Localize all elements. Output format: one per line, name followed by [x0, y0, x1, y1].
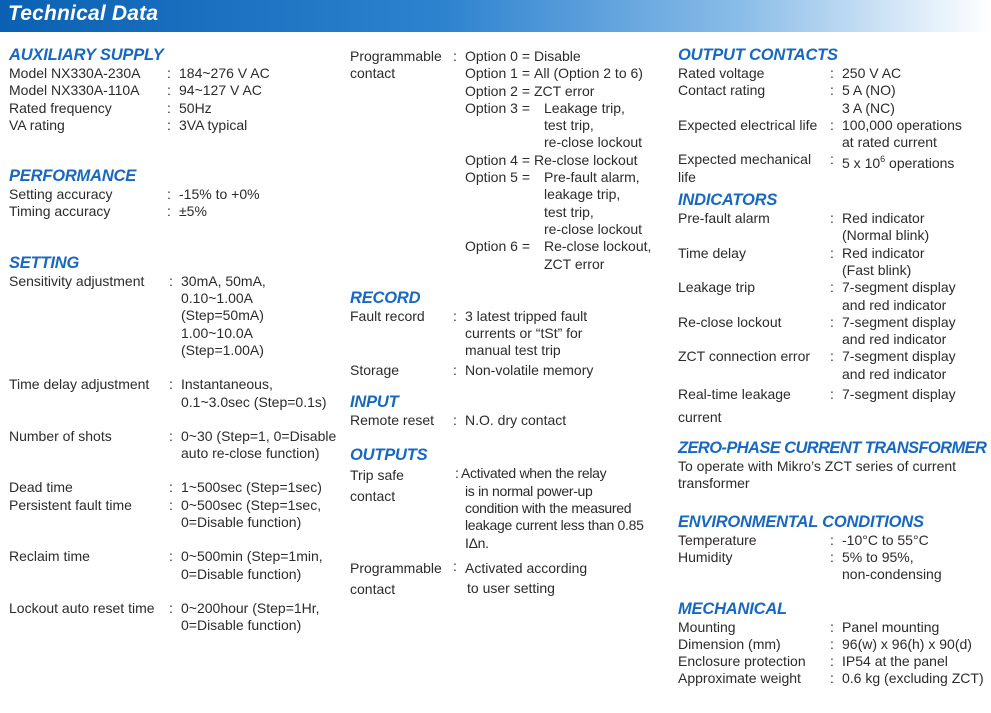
row-value: 94~127 V AC	[179, 82, 262, 99]
row-separator: :	[830, 531, 834, 548]
spec-row	[678, 619, 990, 636]
row-separator: :	[169, 599, 173, 616]
section-title: INPUT	[350, 393, 399, 412]
spec-row	[9, 600, 339, 635]
section-indicators	[678, 191, 990, 429]
spec-row	[678, 245, 990, 280]
trip-safe-row	[350, 465, 670, 551]
spec-row	[678, 383, 990, 429]
zct-text: To operate with Mikro’s ZCT series of current transformer	[678, 458, 957, 492]
row-separator: :	[167, 82, 171, 99]
row-separator: :	[453, 307, 457, 324]
row-value: Red indicator (Normal blink)	[842, 210, 930, 244]
row-separator: :	[830, 65, 834, 81]
row-separator: :	[169, 272, 173, 289]
row-value: Activated according to user setting	[465, 559, 588, 596]
spec-row	[678, 348, 990, 383]
spec-row	[9, 548, 339, 583]
row-value: 7-segment display and red indicator	[842, 313, 956, 348]
row-label: Real-time leakage current	[678, 386, 791, 426]
spec-row	[9, 497, 339, 532]
row-value: 3 latest tripped fault currents or “tSt” for manual test trip	[465, 307, 588, 359]
section-performance	[9, 167, 339, 221]
spec-row	[678, 653, 990, 670]
option-item: Option 3 = Leakage trip, test trip, re-close lockout	[465, 99, 643, 151]
row-separator: :	[830, 618, 834, 635]
row-label: Enclosure protection	[678, 653, 806, 670]
row-label: Lockout auto reset time	[9, 599, 155, 616]
spec-row	[678, 82, 990, 117]
row-label: Fault record	[350, 307, 425, 324]
option-item: Option 5 = Pre-fault alarm, leakage trip, test trip, re-close lockout	[465, 169, 643, 237]
spec-row	[9, 186, 339, 203]
spec-row	[678, 117, 990, 152]
row-label: VA rating	[9, 116, 65, 133]
row-label: Time delay	[678, 244, 746, 261]
option-item: Option 1 = All (Option 2 to 6)	[465, 65, 643, 82]
row-label: Model NX330A-230A	[9, 65, 141, 81]
spec-row	[9, 203, 339, 220]
section-auxiliary-supply	[9, 46, 339, 134]
row-label: Mounting	[678, 618, 736, 635]
row-value: 5 A (NO) 3 A (NC)	[842, 82, 896, 116]
row-label: Approximate weight	[678, 670, 801, 687]
row-value: 1~500sec (Step=1sec)	[181, 479, 322, 496]
spec-row	[678, 670, 990, 687]
row-label: Rated voltage	[678, 65, 765, 81]
section-setting	[9, 254, 339, 635]
spec-row	[678, 549, 990, 584]
row-value: Instantaneous, 0.1~3.0sec (Step=0.1s)	[181, 376, 327, 410]
spec-row	[678, 636, 990, 653]
option-list	[465, 48, 670, 273]
spec-row	[678, 151, 990, 186]
row-label: Temperature	[678, 531, 757, 548]
row-separator: :	[453, 48, 457, 64]
section-title: ZERO-PHASE CURRENT TRANSFORMER	[678, 439, 987, 458]
section-outputs	[350, 446, 670, 599]
row-separator: :	[830, 210, 834, 227]
row-separator: :	[830, 348, 834, 365]
row-value: 7-segment display and red indicator	[842, 348, 956, 382]
row-label: Pre-fault alarm	[678, 210, 770, 227]
column-right	[678, 46, 990, 688]
row-value: Non-volatile memory	[465, 361, 594, 378]
row-label: ZCT connection error	[678, 348, 811, 365]
section-zct	[678, 439, 990, 493]
column-middle	[350, 46, 670, 600]
row-label: Persistent fault time	[9, 496, 132, 513]
row-label: Rated frequency	[9, 99, 112, 116]
section-title: PERFORMANCE	[9, 167, 137, 186]
row-value: 0~200hour (Step=1Hr, 0=Disable function)	[181, 599, 320, 634]
row-separator: :	[167, 99, 171, 116]
row-value: 184~276 V AC	[179, 65, 270, 81]
row-label: Expected electrical life	[678, 116, 818, 133]
section-input	[350, 393, 670, 429]
row-value: ±5%	[179, 203, 207, 220]
row-value: Red indicator (Fast blink)	[842, 244, 925, 278]
row-value: N.O. dry contact	[465, 412, 567, 429]
spec-row	[9, 65, 339, 82]
row-label: Expected mechanical life	[678, 151, 812, 185]
section-title: ENVIRONMENTAL CONDITIONS	[678, 512, 924, 531]
row-value: 3VA typical	[179, 116, 248, 133]
section-title: SETTING	[9, 253, 80, 272]
row-label: Number of shots	[9, 427, 112, 444]
row-separator: :	[830, 635, 834, 652]
row-label: Trip safe contact	[350, 467, 404, 505]
header-banner	[0, 0, 991, 32]
spec-row	[678, 65, 990, 82]
spec-row	[678, 314, 990, 349]
row-label: Dead time	[9, 479, 73, 496]
row-value: 5% to 95%, non-condensing	[842, 548, 942, 583]
section-title: MECHANICAL	[678, 599, 787, 618]
spec-row	[350, 362, 670, 379]
option-item: Option 6 = Re-close lockout, ZCT error	[465, 238, 652, 272]
spec-row	[350, 412, 670, 429]
row-value: IP54 at the panel	[842, 653, 948, 670]
row-value: 50Hz	[179, 99, 212, 116]
row-label: Programmable contact	[350, 48, 442, 82]
row-separator: :	[453, 412, 457, 429]
spec-row	[678, 210, 990, 245]
row-separator: :	[830, 548, 834, 565]
row-value: 100,000 operations at rated current	[842, 116, 962, 151]
row-value: 5 x $10^6$ operations	[842, 154, 955, 172]
page-title: Technical Data	[8, 2, 159, 25]
spec-row	[9, 376, 339, 411]
row-separator: :	[167, 186, 171, 203]
option-item: Option 0 = Disable	[465, 48, 581, 64]
row-separator: :	[169, 376, 173, 393]
spec-row	[9, 117, 339, 134]
row-value: 0~500sec (Step=1sec, 0=Disable function)	[181, 496, 322, 531]
row-separator: :	[167, 65, 171, 81]
row-separator: :	[830, 386, 834, 403]
row-separator: :	[830, 279, 834, 296]
spec-row	[9, 82, 339, 99]
section-title: OUTPUTS	[350, 446, 428, 465]
programmable-contact-row	[350, 48, 670, 273]
row-label: Humidity	[678, 548, 733, 565]
section-title: AUXILIARY SUPPLY	[9, 46, 164, 64]
spec-row	[9, 100, 339, 117]
section-output-contacts	[678, 46, 990, 186]
spec-row	[678, 279, 990, 314]
row-value: 7-segment display and red indicator	[842, 279, 956, 313]
row-label: Dimension (mm)	[678, 635, 781, 652]
row-label: Reclaim time	[9, 548, 90, 565]
row-value: 250 V AC	[842, 65, 902, 81]
option-item: Option 4 = Re-close lockout	[465, 151, 638, 168]
row-separator: :	[169, 427, 173, 444]
row-separator: :	[167, 203, 171, 220]
row-value: 96(w) x 96(h) x 90(d)	[842, 635, 972, 652]
row-label: Leakage trip	[678, 279, 756, 296]
row-label: Time delay adjustment	[9, 376, 150, 393]
row-value: 30mA, 50mA, 0.10~1.00A (Step=50mA) 1.00~10.0A (Step=1.00A)	[181, 272, 266, 358]
row-value: 0.6 kg (excluding ZCT)	[842, 670, 984, 687]
row-value: Activated when the relay is in normal power-up condition with the measured leakage current less than 0.85 IΔn.	[461, 465, 644, 551]
row-separator: :	[169, 548, 173, 565]
row-label: Sensitivity adjustment	[9, 272, 145, 289]
row-value: 0~500min (Step=1min, 0=Disable function)	[181, 548, 323, 582]
column-left	[9, 46, 339, 635]
row-label: Storage	[350, 361, 400, 378]
row-label: Programmable contact	[350, 559, 442, 597]
row-label: Timing accuracy	[9, 203, 111, 220]
row-separator: :	[830, 151, 834, 168]
row-separator: :	[455, 465, 459, 482]
row-separator: :	[453, 361, 457, 378]
row-label: Remote reset	[350, 412, 435, 429]
section-title: RECORD	[350, 288, 421, 307]
section-title: INDICATORS	[678, 191, 778, 210]
row-separator: :	[169, 479, 173, 496]
row-value: 7-segment display	[842, 386, 956, 403]
row-value: 0~30 (Step=1, 0=Disable auto re-close function)	[181, 427, 337, 462]
row-value: -15% to +0%	[179, 186, 260, 203]
row-separator: :	[830, 653, 834, 670]
row-separator: :	[167, 116, 171, 133]
row-label: Re-close lockout	[678, 313, 782, 330]
row-label: Model NX330A-110A	[9, 82, 140, 99]
row-separator: :	[830, 244, 834, 261]
section-title: OUTPUT CONTACTS	[678, 46, 838, 64]
row-separator: :	[830, 116, 834, 133]
option-item: Option 2 = ZCT error	[465, 82, 595, 99]
spec-row	[678, 532, 990, 549]
section-record	[350, 289, 670, 379]
row-label: Contact rating	[678, 82, 766, 99]
row-label: Setting accuracy	[9, 186, 113, 203]
spec-row	[9, 273, 339, 359]
row-separator: :	[830, 82, 834, 99]
row-value: -10°C to 55°C	[842, 531, 929, 548]
spec-row	[350, 308, 670, 360]
programmable-output-row	[350, 558, 670, 600]
spec-row	[9, 428, 339, 463]
spec-row	[9, 479, 339, 496]
row-separator: :	[453, 557, 457, 574]
section-mechanical	[678, 600, 990, 688]
section-environmental	[678, 513, 990, 584]
row-separator: :	[830, 670, 834, 687]
row-separator: :	[830, 313, 834, 330]
row-separator: :	[169, 496, 173, 513]
row-value: Panel mounting	[842, 618, 940, 635]
